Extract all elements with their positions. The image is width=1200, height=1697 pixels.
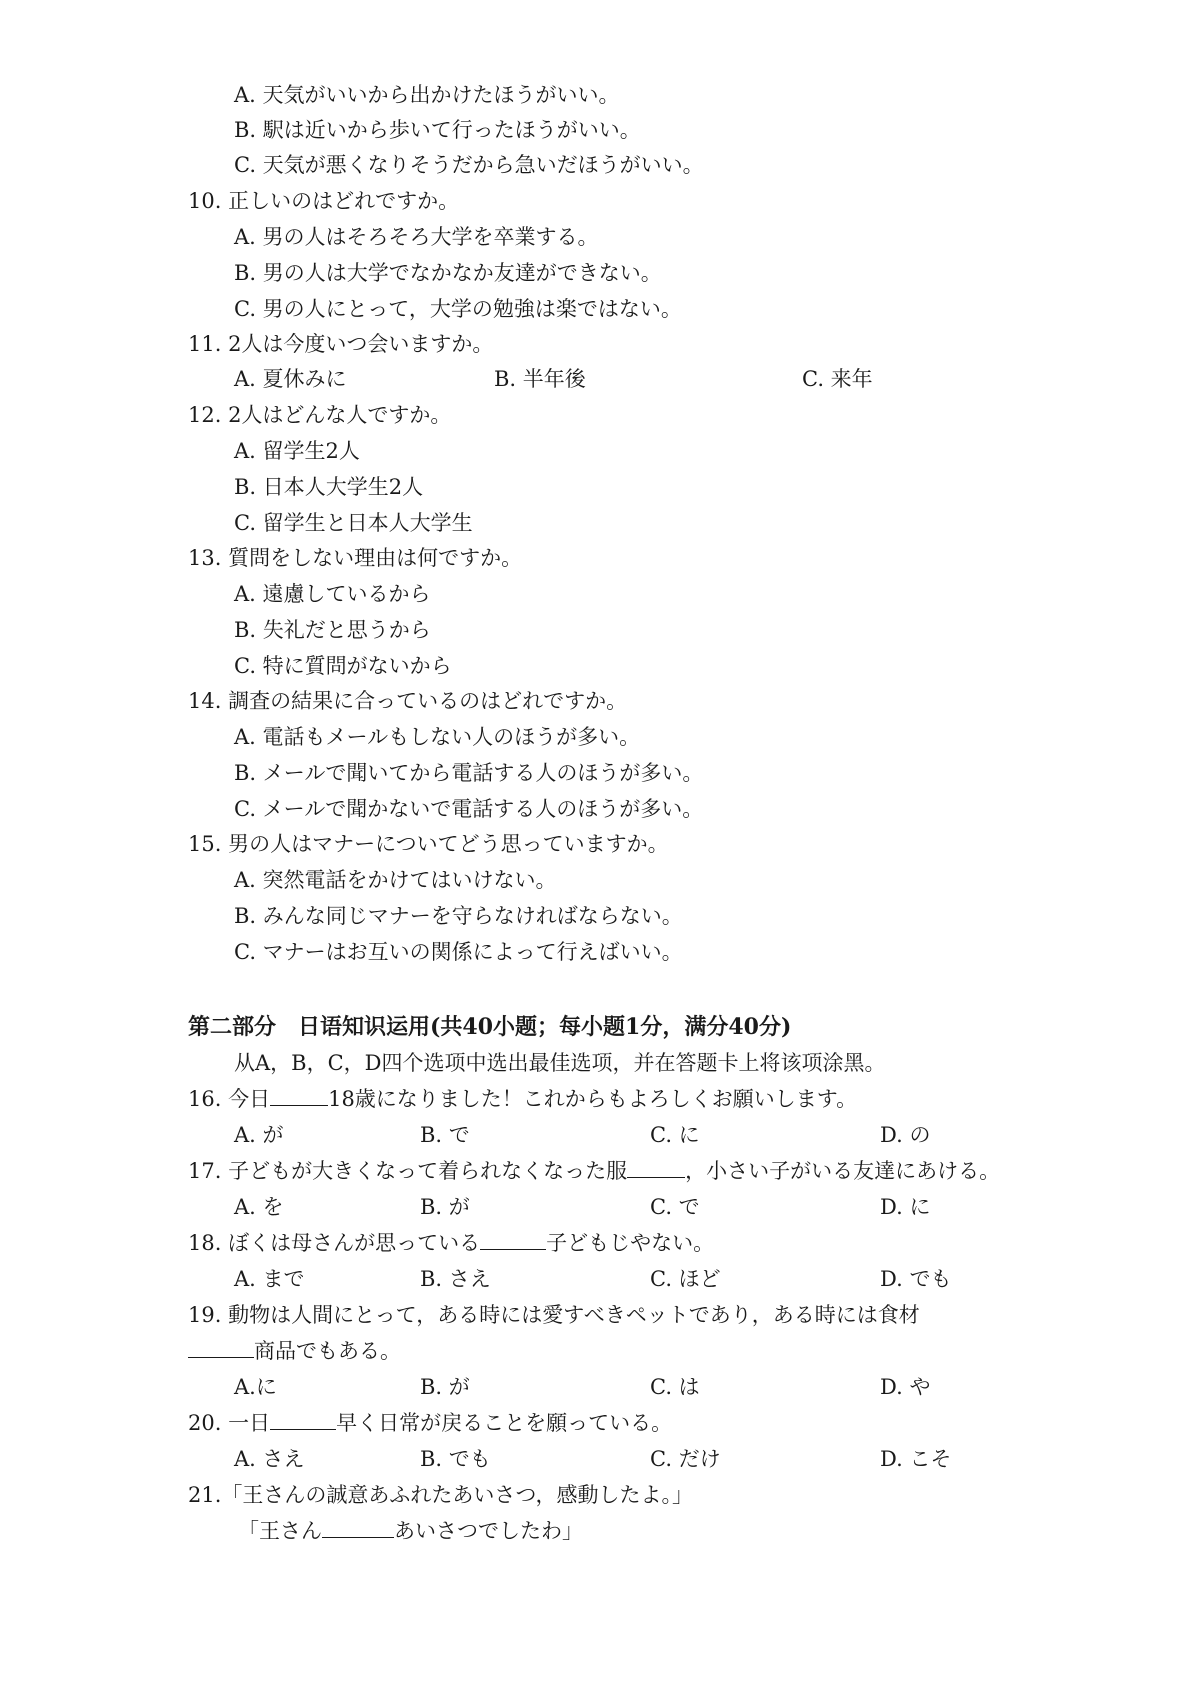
q11-question: 11. 2人は今度いつ会いますか。 (188, 332, 494, 356)
q18-option-c: C. ほど (650, 1267, 721, 1291)
q17-option-a: A. を (234, 1195, 284, 1219)
q19-option-a: A.に (234, 1375, 277, 1399)
q14-option-c: C. メールで聞かないで電話する人のほうが多い。 (234, 797, 704, 821)
q19-option-c: C. は (650, 1375, 700, 1399)
q19-blank (188, 1337, 254, 1358)
q11-option-b: B. 半年後 (494, 367, 586, 391)
q18-text-after: 子どもじやない。 (546, 1231, 715, 1255)
q19-text-after: 商品でもある。 (254, 1339, 401, 1363)
q15-option-a: A. 突然電話をかけてはいけない。 (234, 868, 557, 892)
q20-option-d: D. こそ (880, 1447, 952, 1471)
q9-option-b: B. 駅は近いから歩いて行ったほうがいい。 (234, 118, 641, 142)
q12-option-a: A. 留学生2人 (234, 439, 360, 463)
q17-option-b: B. が (420, 1195, 470, 1219)
q21-question-cont (238, 1516, 583, 1546)
q17-text-after: ，小さい子がいる友達にあける。 (685, 1159, 1001, 1183)
q15-question: 15. 男の人はマナーについてどう思っていますか。 (188, 832, 669, 856)
q20-options (0, 1444, 1200, 1474)
q20-question (188, 1408, 672, 1438)
q16-option-a: A. が (234, 1123, 284, 1147)
q17-options (0, 1192, 1200, 1222)
q15-option-b: B. みんな同じマナーを守らなければならない。 (234, 904, 683, 928)
q17-text-before: 17. 子どもが大きくなって着られなくなった服 (188, 1159, 628, 1183)
q16-option-c: C. に (650, 1123, 700, 1147)
q21-text-after: あいさつでしたわ」 (394, 1519, 583, 1543)
q19-option-b: B. が (420, 1375, 470, 1399)
section-heading: 第二部分 日语知识运用(共40小题；每小题1分，满分40分) (188, 1014, 792, 1040)
q16-question (188, 1084, 857, 1114)
q21-question: 21.「王さんの誠意あふれたあいさつ，感動したよ。」 (188, 1483, 694, 1507)
q18-options (0, 1264, 1200, 1294)
q19-options (0, 1372, 1200, 1402)
q14-option-b: B. メールで聞いてから電話する人のほうが多い。 (234, 761, 704, 785)
q11-options (0, 364, 1200, 394)
q20-option-c: C. だけ (650, 1447, 721, 1471)
q10-option-c: C. 男の人にとって，大学の勉強は楽ではない。 (234, 297, 682, 321)
q19-question-cont (188, 1336, 401, 1366)
q12-question: 12. 2人はどんな人ですか。 (188, 403, 452, 427)
q19-option-d: D. や (880, 1375, 931, 1399)
q17-option-c: C. で (650, 1195, 700, 1219)
q18-question (188, 1228, 714, 1258)
q17-blank (627, 1157, 685, 1178)
q9-option-a: A. 天気がいいから出かけたほうがいい。 (234, 83, 620, 107)
q10-question: 10. 正しいのはどれですか。 (188, 189, 460, 213)
q10-option-a: A. 男の人はそろそろ大学を卒業する。 (234, 225, 599, 249)
q16-blank (270, 1085, 328, 1106)
q20-text-before: 20. 一日 (188, 1411, 271, 1435)
q18-text-before: 18. ぼくは母さんが思っている (188, 1231, 481, 1255)
q11-option-c: C. 来年 (802, 367, 873, 391)
q18-blank (480, 1229, 546, 1250)
q14-question: 14. 調査の結果に合っているのはどれですか。 (188, 689, 628, 713)
q14-option-a: A. 電話もメールもしない人のほうが多い。 (234, 725, 641, 749)
q16-text-after: 18歳になりました！これからもよろしくお願いします。 (328, 1087, 858, 1111)
q18-option-b: B. さえ (420, 1267, 491, 1291)
q20-blank (270, 1409, 336, 1430)
q17-question (188, 1156, 1000, 1186)
q10-option-b: B. 男の人は大学でなかなか友達ができない。 (234, 261, 662, 285)
q20-text-after: 早く日常が戻ることを願っている。 (336, 1411, 673, 1435)
q11-option-a: A. 夏休みに (234, 367, 347, 391)
q16-option-d: D. の (880, 1123, 931, 1147)
q12-option-c: C. 留学生と日本人大学生 (234, 511, 473, 535)
q13-option-a: A. 遠慮しているから (234, 582, 431, 606)
q15-option-c: C. マナーはお互いの関係によって行えばいい。 (234, 940, 683, 964)
q16-text-before: 16. 今日 (188, 1087, 271, 1111)
q16-options (0, 1120, 1200, 1150)
q19-question: 19. 動物は人間にとって，ある時には愛すべきペットであり，ある時には食材 (188, 1303, 920, 1327)
q16-option-b: B. で (420, 1123, 470, 1147)
q9-option-c: C. 天気が悪くなりそうだから急いだほうがいい。 (234, 153, 704, 177)
q13-option-b: B. 失礼だと思うから (234, 618, 431, 642)
q13-option-c: C. 特に質問がないから (234, 654, 452, 678)
q20-option-b: B. でも (420, 1447, 491, 1471)
q18-option-a: A. まで (234, 1267, 305, 1291)
q17-option-d: D. に (880, 1195, 931, 1219)
q18-option-d: D. でも (880, 1267, 952, 1291)
q13-question: 13. 質問をしない理由は何ですか。 (188, 546, 523, 570)
q20-option-a: A. さえ (234, 1447, 305, 1471)
section-instruction: 从A，B，C，D四个选项中选出最佳选项，并在答题卡上将该项涂黑。 (234, 1051, 886, 1075)
q12-option-b: B. 日本人大学生2人 (234, 475, 424, 499)
q21-blank (322, 1517, 394, 1538)
q21-text-before: 「王さん (238, 1519, 322, 1543)
